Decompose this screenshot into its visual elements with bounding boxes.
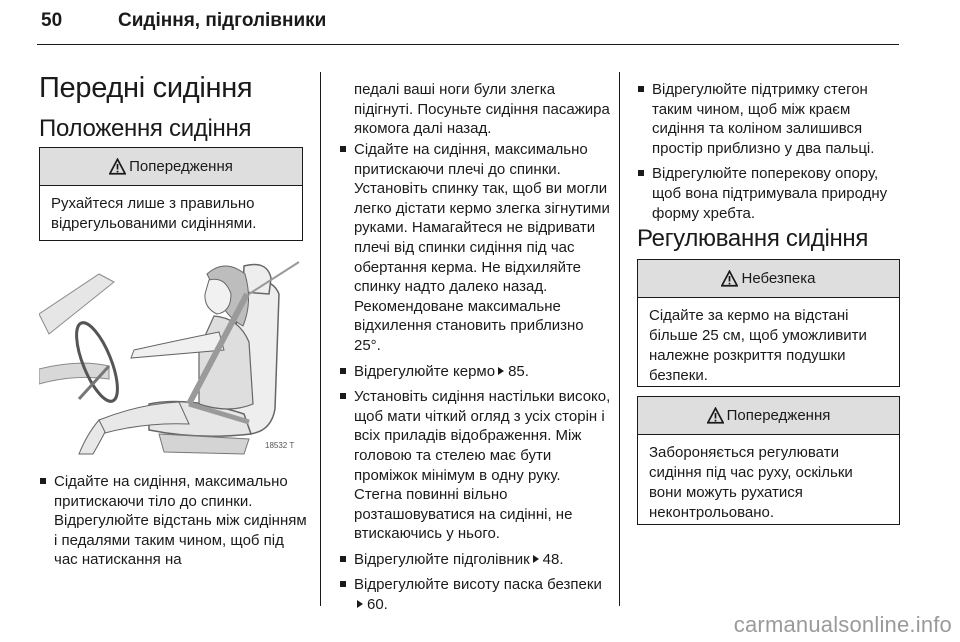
page-ref-arrow-icon (357, 600, 363, 608)
warning-box-title: Попередження (726, 407, 831, 424)
warning-icon (109, 158, 126, 175)
warning-box-right (637, 396, 900, 525)
middle-bullet-list (339, 140, 611, 621)
page-ref-arrow-icon (498, 367, 504, 375)
headrest-ref-text: Відрегулюйте підголівник (354, 550, 530, 568)
list-item: Відрегулюйте підтримку стегон таким чином, щоб між краєм сидіння та коліном залишився простір приблизно у два пальці. (637, 80, 903, 158)
steering-ref-text: Відрегулюйте кермо (354, 362, 496, 380)
warning-box-text: Забороняється регулювати сидіння під час руху, оскільки вони можуть рухатися неконтрольовано. (649, 444, 853, 521)
column-divider-right (619, 72, 620, 606)
danger-box-header (638, 260, 899, 298)
page-ref-arrow-icon (533, 555, 539, 563)
figure-number: 18532 T (265, 441, 295, 450)
danger-box-text: Сідайте за кермо на відстані більше 25 см, щоб уможливити належне розкриття подушки безпеки. (649, 307, 867, 384)
warning-icon (721, 270, 738, 287)
list-item-belt-ref (339, 575, 611, 614)
driver-seat-illustration (39, 254, 304, 457)
danger-box (637, 259, 900, 387)
warning-box-text: Рухайтеся лише з правильно відрегульованими сидіннями. (51, 195, 257, 232)
main-heading: Передні сидіння (39, 72, 253, 104)
seat-position-heading: Положення сидіння (39, 115, 252, 142)
danger-box-title: Небезпека (741, 270, 816, 287)
warning-box-title: Попередження (129, 158, 233, 175)
page-number: 50 (41, 10, 63, 31)
running-title: Сидіння, підголівники (118, 10, 327, 31)
continuation-text: педалі ваші ноги були злегка підігнуті. Посуньте сидіння пасажира якомога далі назад. (354, 81, 610, 138)
headrest-ref-page[interactable]: 48. (542, 550, 564, 568)
warning-icon (707, 407, 724, 424)
list-item: Сідайте на сидіння, максимально притискаючи тіло до спинки. Відрегулюйте відстань між сидінням і педалями таким чином, щоб під час натискання на (39, 472, 309, 570)
list-item: Установіть сидіння настільки високо, щоб мати чіткий огляд з усіх сторін і всіх приладів відображення. Між головою та стелею має бути проміжок мінімум в одну руку. Стегна повинні вільно розташовуватися на сидінні, не втискаючись у нього. (339, 387, 611, 544)
right-bullet-list (637, 80, 903, 229)
warning-box-left (39, 147, 303, 241)
steering-ref-page[interactable]: 85. (508, 362, 529, 380)
seat-adjustment-heading: Регулювання сидіння (637, 225, 869, 252)
watermark: carmanualsonline.info (733, 612, 952, 637)
list-item-headrest-ref (339, 550, 611, 570)
column-divider-left (320, 72, 321, 606)
warning-box-header (638, 397, 899, 435)
list-item-steering-ref (339, 362, 611, 382)
header-rule (37, 44, 899, 45)
belt-ref-text: Відрегулюйте висоту паска безпеки (354, 576, 602, 594)
list-item: Сідайте на сидіння, максимально притискаючи плечі до спинки. Установіть спинку так, щоб ви могли легко дістати кермо злегка зігнутими руками. Намагайтеся не відривати плечі від спинки сидіння під час обертання керма. Не відхиляйте спинку надто далеко назад. Рекомендоване максимальне відхилення становить приблизно 25°. (339, 140, 611, 356)
left-bullet-list (39, 472, 309, 576)
warning-box-header (40, 148, 302, 186)
belt-ref-page[interactable]: 60. (367, 596, 388, 614)
list-item: Відрегулюйте поперекову опору, щоб вона підтримувала природну форму хребта. (637, 164, 903, 223)
